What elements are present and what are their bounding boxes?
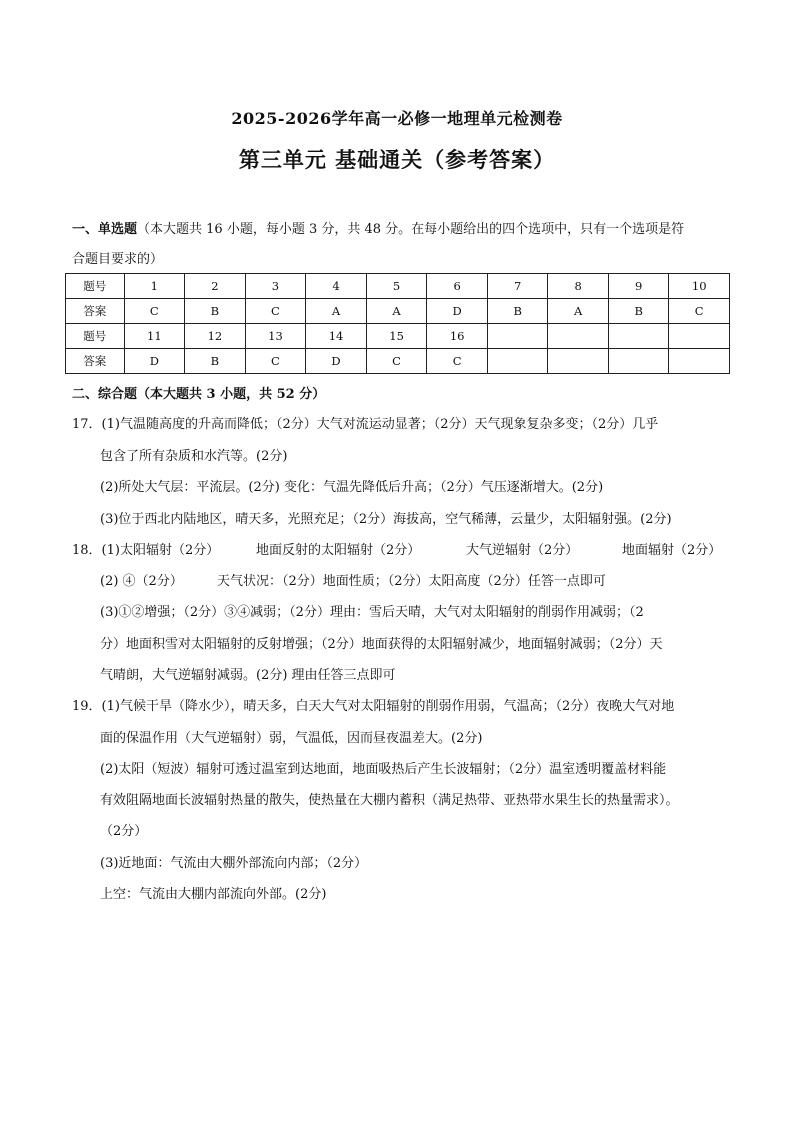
table-cell: 7	[487, 274, 548, 299]
table-cell	[487, 349, 548, 374]
table-cell: C	[366, 349, 427, 374]
table-cell: 9	[608, 274, 669, 299]
answer-line: 上空：气流由大棚内部流向外部。(2分)	[100, 887, 327, 902]
answer-line: 分）地面积雪对太阳辐射的反射增强；（2分）地面获得的太阳辐射减少，地面辐射减弱；（2分）天	[100, 637, 663, 652]
answer-line: 包含了所有杂质和水汽等。(2分)	[100, 449, 288, 464]
table-cell: A	[548, 299, 609, 324]
table-cell: 6	[427, 274, 488, 299]
answer-line: (3)位于西北内陆地区，晴天多，光照充足；（2分）海拔高，空气稀薄，云量少，太阳辐射强。(2分)	[100, 512, 672, 527]
table-cell: C	[245, 299, 306, 324]
table-cell: 11	[124, 324, 185, 349]
table-cell: 14	[306, 324, 367, 349]
section2-desc: （本大题共 3 小题，共 52 分）	[137, 387, 326, 402]
answer-line: 天气状况：（2分）地面性质；（2分）太阳高度（2分）任答一点即可	[217, 574, 606, 589]
answer-line: 18．(1)太阳辐射（2分）	[72, 543, 220, 558]
table-cell: 1	[124, 274, 185, 299]
question-label: 题号	[66, 324, 125, 349]
section2-header	[72, 383, 325, 402]
table-cell: C	[245, 349, 306, 374]
table-cell	[608, 324, 669, 349]
table-cell: D	[306, 349, 367, 374]
table-cell	[608, 349, 669, 374]
answer-line: 地面辐射（2分）	[622, 543, 722, 558]
table-cell: D	[427, 299, 488, 324]
table-cell	[487, 324, 548, 349]
answer-line: 气晴朗，大气逆辐射减弱。(2分) 理由任答三点即可	[100, 668, 396, 683]
table-cell: C	[427, 349, 488, 374]
table-cell: D	[124, 349, 185, 374]
table-row	[66, 349, 730, 374]
unit-title: 第三单元 基础通关（参考答案）	[238, 147, 556, 172]
answer-line: 19．(1)气候干旱（降水少），晴天多，白天大气对太阳辐射的削弱作用弱，气温高；（2分）夜晚大气对地	[72, 699, 675, 714]
table-cell: 15	[366, 324, 427, 349]
answer-line: (3)近地面：气流由大棚外部流向内部；（2分）	[100, 856, 368, 871]
section1-desc: （本大题共 16 小题，每小题 3 分，共 48 分。在每小题给出的四个选项中，只有一个选项是符	[137, 222, 685, 237]
table-cell: B	[608, 299, 669, 324]
answer-line: 面的保温作用（大气逆辐射）弱，气温低，因而昼夜温差大。(2分)	[100, 731, 483, 746]
table-cell: C	[669, 299, 730, 324]
table-cell: A	[366, 299, 427, 324]
table-cell: B	[185, 299, 246, 324]
table-cell	[669, 324, 730, 349]
section1-heading: 一、单选题	[72, 222, 138, 237]
table-cell: 3	[245, 274, 306, 299]
answer-table	[65, 273, 730, 374]
table-row	[66, 324, 730, 349]
question-label: 题号	[66, 274, 125, 299]
table-cell: 5	[366, 274, 427, 299]
table-cell: B	[185, 349, 246, 374]
answer-line: (2)太阳（短波）辐射可透过温室到达地面，地面吸热后产生长波辐射；（2分）温室透明覆盖材料能	[100, 762, 667, 777]
table-cell: 4	[306, 274, 367, 299]
answer-line: 大气逆辐射（2分）	[466, 543, 579, 558]
table-row	[66, 299, 730, 324]
section2-heading: 二、综合题	[72, 387, 138, 402]
table-cell: 13	[245, 324, 306, 349]
table-row	[66, 274, 730, 299]
table-cell: 16	[427, 324, 488, 349]
answer-line: （2分）	[100, 824, 148, 839]
table-cell: 8	[548, 274, 609, 299]
table-cell: 12	[185, 324, 246, 349]
answer-line: (2) ④（2分）	[100, 574, 183, 589]
table-cell: 2	[185, 274, 246, 299]
table-cell	[548, 349, 609, 374]
table-cell: A	[306, 299, 367, 324]
answer-line: (3)①②增强；（2分）③④减弱；（2分）理由：雪后天晴，大气对太阳辐射的削弱作用减弱；（2	[100, 605, 644, 620]
answer-line: (2)所处大气层：平流层。(2分) 变化：气温先降低后升高；（2分）气压逐渐增大。(2分)	[100, 480, 604, 495]
table-cell	[548, 324, 609, 349]
section1-header	[72, 218, 684, 237]
table-cell: B	[487, 299, 548, 324]
exam-title: 2025-2026学年高一必修一地理单元检测卷	[231, 109, 563, 128]
table-cell: 10	[669, 274, 730, 299]
section1-desc-cont: 合题目要求的）	[72, 252, 164, 267]
answer-label: 答案	[66, 349, 125, 374]
table-cell	[669, 349, 730, 374]
table-cell: C	[124, 299, 185, 324]
answer-label: 答案	[66, 299, 125, 324]
answer-line: 有效阻隔地面长波辐射热量的散失，使热量在大棚内蓄积（满足热带、亚热带水果生长的热量需求）。	[100, 793, 679, 808]
answer-line: 地面反射的太阳辐射（2分）	[256, 543, 421, 558]
answer-line: 17．(1)气温随高度的升高而降低；（2分）大气对流运动显著；（2分）天气现象复杂多变；（2分）几乎	[72, 417, 659, 432]
